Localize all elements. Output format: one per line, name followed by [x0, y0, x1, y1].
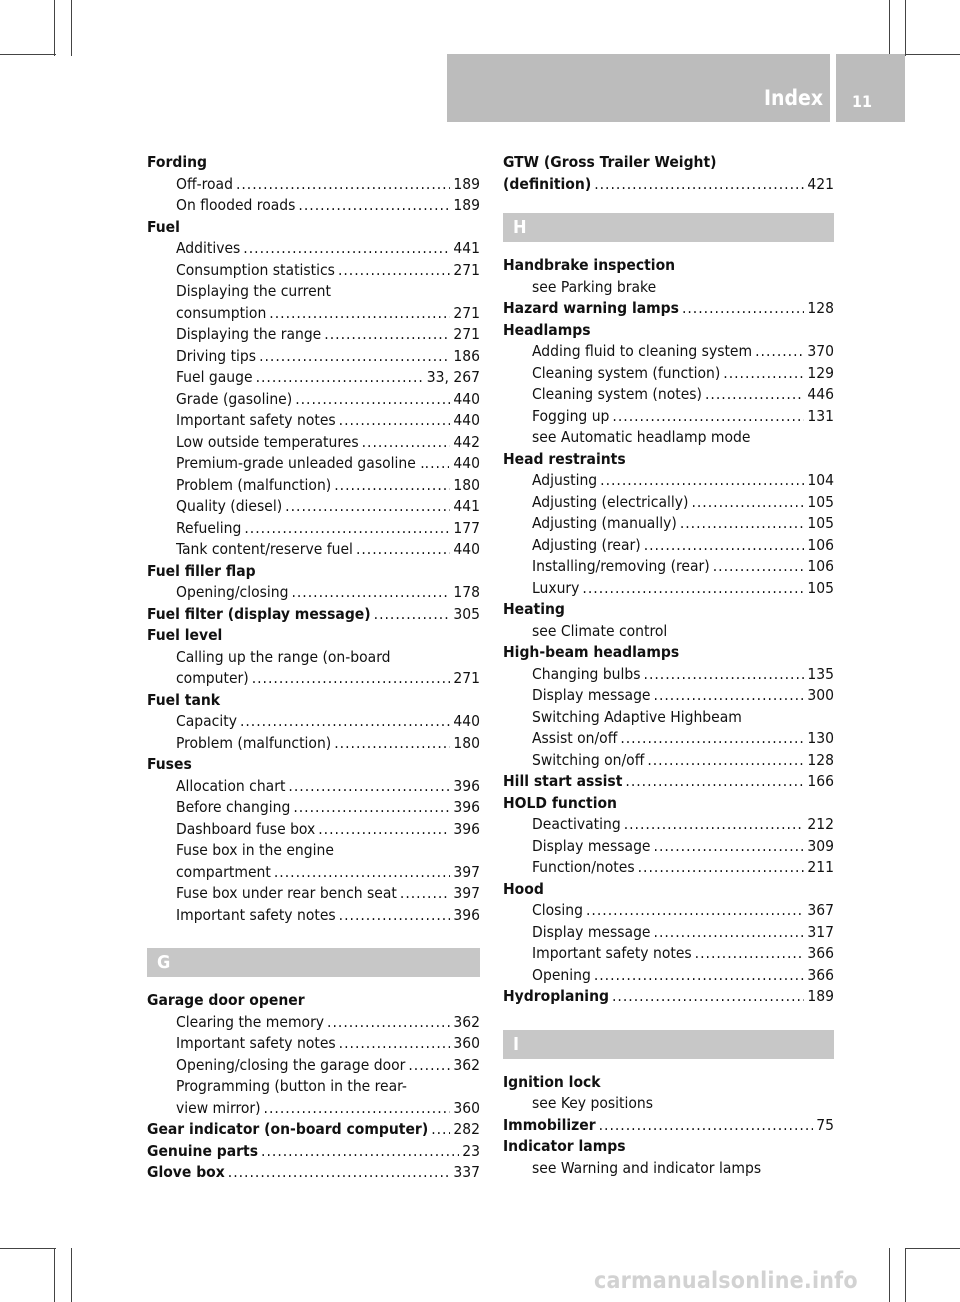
- entry-title: Ignition lock: [503, 1072, 601, 1091]
- index-subentry: see Automatic headlamp mode: [532, 428, 751, 446]
- entry-title: Indicator lamps: [503, 1137, 626, 1155]
- index-subentry: Opening ..... 366: [503, 965, 834, 987]
- page-section-title: Index: [764, 86, 824, 110]
- crop-mark: [0, 1248, 56, 1249]
- index-entry: GTW (Gross Trailer Weight) (definition) ..... 421: [503, 152, 834, 195]
- index-subentry: Cleaning system (function) ..... 129: [503, 363, 834, 385]
- index-subentry: Opening/closing ..... 178: [147, 582, 480, 604]
- index-subentry: see Key positions: [532, 1094, 653, 1112]
- index-subentry: Changing bulbs ..... 135: [503, 664, 834, 686]
- entry-title: Fuses: [147, 755, 192, 773]
- index-subentry: Grade (gasoline) ..... 440: [147, 389, 480, 411]
- watermark: carmanualsonline.info: [594, 1268, 858, 1294]
- crop-mark: [905, 54, 960, 55]
- index-subentry: Quality (diesel) ..... 441: [147, 496, 480, 518]
- index-entry: [503, 599, 834, 621]
- index-subentry: Important safety notes ..... 366: [503, 943, 834, 965]
- index-subentry: Important safety notes ..... 396: [147, 905, 480, 927]
- section-letter-h: H: [503, 213, 834, 242]
- index-subentry: Driving tips ..... 186: [147, 346, 480, 368]
- index-entry: [503, 1136, 834, 1158]
- page-number: 11: [852, 92, 873, 111]
- entry-title: Fording: [147, 153, 208, 171]
- index-entry: [503, 320, 834, 342]
- index-subentry: Calling up the range (on-board computer) ..... 271: [147, 647, 480, 690]
- entry-title: Garage door opener: [147, 991, 305, 1009]
- index-subentry: Off-road ..... 189: [147, 174, 480, 196]
- entry-title: High-beam headlamps: [503, 643, 680, 661]
- index-entry: Hydroplaning ..... 189: [503, 986, 834, 1008]
- section-letter-i: I: [503, 1030, 834, 1059]
- index-subentry: Adjusting ..... 104: [503, 470, 834, 492]
- index-subentry: Fuel gauge ..... 33, 267: [147, 367, 480, 389]
- index-subentry: Adjusting (electrically) ..... 105: [503, 492, 834, 514]
- index-subentry: Clearing the memory ..... 362: [147, 1012, 480, 1034]
- index-entry: [147, 217, 480, 239]
- index-subentry: On flooded roads ..... 189: [147, 195, 480, 217]
- index-subentry: Low outside temperatures ..... 442: [147, 432, 480, 454]
- crop-mark: [889, 0, 890, 56]
- index-entry: Hazard warning lamps ..... 128: [503, 298, 834, 320]
- entry-title: Handbrake inspection: [503, 256, 676, 274]
- index-subentry: Before changing ..... 396: [147, 797, 480, 819]
- crop-mark: [889, 1248, 890, 1302]
- index-subentry: Important safety notes ..... 360: [147, 1033, 480, 1055]
- index-entry: [503, 255, 834, 277]
- index-subentry: Switching Adaptive Highbeam Assist on/off ..... 130: [503, 707, 834, 750]
- index-entry: [503, 449, 834, 471]
- entry-title: Hood: [503, 879, 544, 898]
- index-subentry: Luxury ..... 105: [503, 578, 834, 600]
- index-subentry: Display message ..... 317: [503, 922, 834, 944]
- index-entry: Immobilizer ..... 75: [503, 1115, 834, 1137]
- index-subentry: see Climate control: [532, 621, 668, 640]
- index-subentry: Closing ..... 367: [503, 900, 834, 922]
- index-entry: Genuine parts ..... 23: [147, 1141, 480, 1163]
- index-subentry: Opening/closing the garage door ..... 362: [147, 1055, 480, 1077]
- index-column-right: [503, 152, 834, 1179]
- header-page-bar: [836, 54, 905, 122]
- index-entry: [503, 879, 834, 901]
- index-entry: [147, 152, 480, 174]
- index-subentry: Allocation chart ..... 396: [147, 776, 480, 798]
- index-entry: [147, 754, 480, 776]
- index-entry: [503, 1072, 834, 1094]
- index-subentry: Deactivating ..... 212: [503, 814, 834, 836]
- index-subentry: Capacity ..... 440: [147, 711, 480, 733]
- index-entry: Hill start assist ..... 166: [503, 771, 834, 793]
- entry-title: Fuel filler flap: [147, 561, 256, 580]
- crop-mark: [54, 0, 55, 56]
- index-subentry: Problem (malfunction) ..... 180: [147, 733, 480, 755]
- index-subentry: Display message ..... 309: [503, 836, 834, 858]
- index-entry: Fuel filter (display message) ..... 305: [147, 604, 480, 626]
- index-subentry: Fuse box in the engine compartment ..... 397: [147, 840, 480, 883]
- index-subentry: see Warning and indicator lamps: [532, 1158, 762, 1177]
- entry-title: HOLD function: [503, 793, 617, 812]
- index-subentry: Displaying the current consumption ..... 271: [147, 281, 480, 324]
- index-entry: [147, 990, 480, 1012]
- section-letter-g: G: [147, 948, 480, 977]
- index-subentry: Important safety notes ..... 440: [147, 410, 480, 432]
- crop-mark: [905, 0, 906, 56]
- index-entry: [503, 642, 834, 664]
- crop-mark: [905, 1248, 906, 1302]
- crop-mark: [905, 1248, 960, 1249]
- entry-title: Headlamps: [503, 320, 591, 339]
- index-entry: [147, 625, 480, 647]
- index-subentry: Installing/removing (rear) ..... 106: [503, 556, 834, 578]
- index-subentry: Dashboard fuse box ..... 396: [147, 819, 480, 841]
- index-subentry: Switching on/off ..... 128: [503, 750, 834, 772]
- index-subentry: Consumption statistics ..... 271: [147, 260, 480, 282]
- index-entry: Gear indicator (on-board computer) ..... 282: [147, 1119, 480, 1141]
- index-subentry: Premium-grade unleaded gasoline . ..... 440: [147, 453, 480, 475]
- entry-title: Head restraints: [503, 449, 626, 468]
- index-entry: [147, 561, 480, 583]
- index-entry: [147, 690, 480, 712]
- index-subentry: Programming (button in the rear- view mirror) ..... 360: [147, 1076, 480, 1119]
- entry-title: Fuel level: [147, 626, 223, 644]
- crop-mark: [0, 54, 56, 55]
- crop-mark: [71, 0, 72, 56]
- index-subentry: Adjusting (manually) ..... 105: [503, 513, 834, 535]
- index-entry: [503, 793, 834, 815]
- index-subentry: Refueling ..... 177: [147, 518, 480, 540]
- index-subentry: Function/notes ..... 211: [503, 857, 834, 879]
- index-subentry: Displaying the range ..... 271: [147, 324, 480, 346]
- index-subentry: Adding fluid to cleaning system ..... 370: [503, 341, 834, 363]
- index-subentry: Adjusting (rear) ..... 106: [503, 535, 834, 557]
- index-subentry: Cleaning system (notes) ..... 446: [503, 384, 834, 406]
- crop-mark: [71, 1248, 72, 1302]
- index-entry: Glove box ..... 337: [147, 1162, 480, 1184]
- index-column-left: [147, 152, 480, 1184]
- entry-title: Heating: [503, 600, 565, 618]
- index-subentry: Tank content/reserve fuel ..... 440: [147, 539, 480, 561]
- entry-title: Fuel tank: [147, 690, 221, 709]
- index-subentry: Fuse box under rear bench seat ..... 397: [147, 883, 480, 905]
- index-subentry: Fogging up ..... 131: [503, 406, 834, 428]
- crop-mark: [54, 1248, 55, 1302]
- entry-title: Fuel: [147, 217, 180, 236]
- index-subentry: Additives ..... 441: [147, 238, 480, 260]
- index-subentry: Problem (malfunction) ..... 180: [147, 475, 480, 497]
- index-subentry: Display message ..... 300: [503, 685, 834, 707]
- index-subentry: see Parking brake: [532, 277, 657, 296]
